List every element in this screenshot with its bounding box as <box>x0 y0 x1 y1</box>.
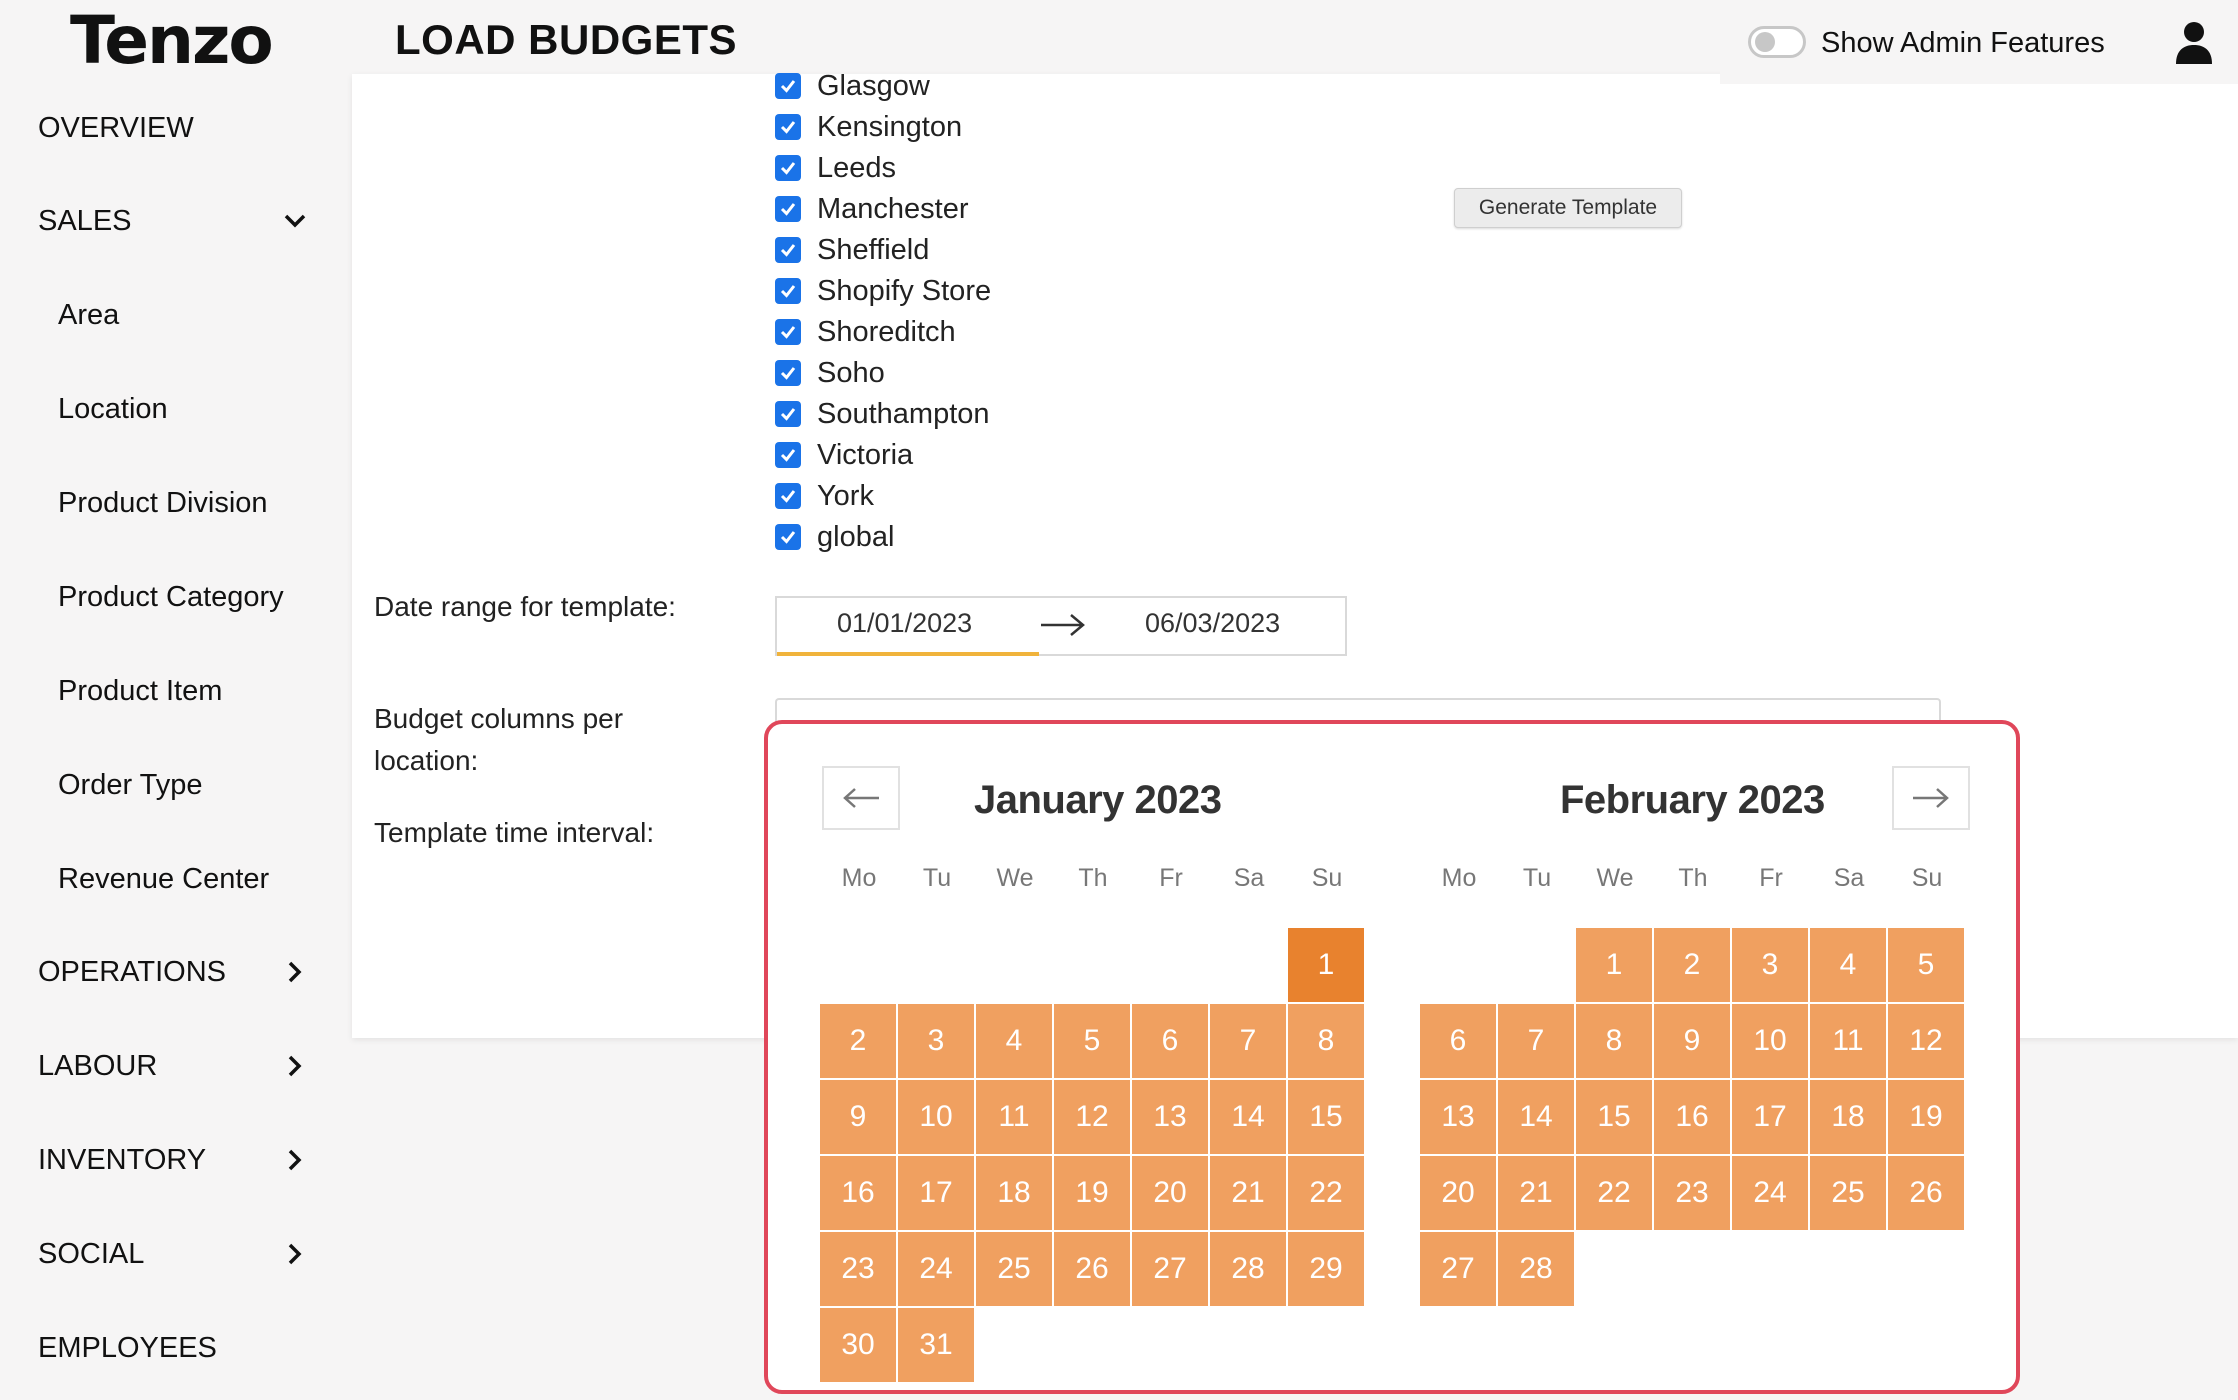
sidebar <box>0 0 352 1400</box>
calendar-day[interactable]: 12 <box>1054 1080 1130 1154</box>
date-range-label: Date range for template: <box>374 591 676 622</box>
checkbox-checked-icon[interactable] <box>775 360 801 386</box>
calendar-day[interactable]: 6 <box>1132 1004 1208 1078</box>
chevron-right-icon <box>282 1053 308 1079</box>
calendar-day[interactable]: 14 <box>1498 1080 1574 1154</box>
location-label: Manchester <box>817 192 969 225</box>
month-title: February 2023 <box>1560 778 1825 822</box>
calendar-day[interactable]: 4 <box>976 1004 1052 1078</box>
calendar-day[interactable]: 22 <box>1288 1156 1364 1230</box>
calendar-day[interactable]: 9 <box>820 1080 896 1154</box>
calendar-day[interactable]: 21 <box>1498 1156 1574 1230</box>
calendar-day[interactable]: 23 <box>820 1232 896 1306</box>
calendar-day[interactable]: 8 <box>1576 1004 1652 1078</box>
weekday-header: Sa <box>1833 864 1865 892</box>
sidebar-item-label: OVERVIEW <box>38 111 194 144</box>
sidebar-item-revenue-center[interactable] <box>58 849 328 909</box>
sidebar-item-label: Order Type <box>58 768 203 801</box>
calendar-day[interactable]: 30 <box>820 1308 896 1382</box>
calendar-day[interactable]: 4 <box>1810 928 1886 1002</box>
checkbox-checked-icon[interactable] <box>775 319 801 345</box>
calendar-day[interactable]: 19 <box>1888 1080 1964 1154</box>
location-label: Kensington <box>817 110 963 143</box>
weekday-header: Mo <box>1441 864 1477 892</box>
sidebar-item-label: SOCIAL <box>38 1237 145 1270</box>
calendar-day[interactable]: 24 <box>898 1232 974 1306</box>
calendar-day[interactable]: 2 <box>820 1004 896 1078</box>
location-checkbox-row[interactable] <box>775 476 874 516</box>
checkbox-checked-icon[interactable] <box>775 278 801 304</box>
location-checkbox-row[interactable] <box>775 271 991 311</box>
calendar-day[interactable]: 25 <box>976 1232 1052 1306</box>
sidebar-item-social[interactable] <box>38 1224 308 1284</box>
location-checkbox-row[interactable] <box>775 312 956 352</box>
date-end-input[interactable]: 06/03/2023 <box>1145 608 1281 638</box>
sidebar-item-label: Revenue Center <box>58 862 270 895</box>
calendar-day[interactable]: 20 <box>1132 1156 1208 1230</box>
sidebar-item-labour[interactable] <box>38 1036 308 1096</box>
admin-features-toggle[interactable] <box>1748 26 1806 58</box>
weekday-header: Fr <box>1759 864 1783 892</box>
sidebar-item-product-item[interactable] <box>58 661 328 721</box>
calendar-day[interactable]: 17 <box>898 1156 974 1230</box>
calendar-day[interactable]: 5 <box>1054 1004 1130 1078</box>
location-label: Soho <box>817 356 885 389</box>
weekday-header: Th <box>1678 864 1708 892</box>
calendar-day[interactable]: 14 <box>1210 1080 1286 1154</box>
calendar-day[interactable]: 27 <box>1132 1232 1208 1306</box>
calendar-day[interactable]: 24 <box>1732 1156 1808 1230</box>
calendar-day[interactable]: 5 <box>1888 928 1964 1002</box>
location-checkbox-row[interactable] <box>775 66 930 106</box>
sidebar-item-sales[interactable] <box>38 191 308 251</box>
calendar-day[interactable]: 8 <box>1288 1004 1364 1078</box>
toggle-knob <box>1755 32 1775 52</box>
sidebar-item-operations[interactable] <box>38 942 308 1002</box>
weekday-header: Th <box>1078 864 1108 892</box>
date-range-picker[interactable] <box>775 596 1347 656</box>
location-checkbox-row[interactable] <box>775 107 962 147</box>
page-title: LOAD BUDGETS <box>395 16 737 63</box>
sidebar-item-label: EMPLOYEES <box>38 1331 217 1364</box>
calendar-day[interactable]: 10 <box>1732 1004 1808 1078</box>
calendar-day[interactable]: 18 <box>1810 1080 1886 1154</box>
chevron-right-icon <box>282 959 308 985</box>
location-label: York <box>817 479 874 512</box>
prev-month-button[interactable] <box>822 766 900 830</box>
checkbox-checked-icon[interactable] <box>775 237 801 263</box>
location-label: Shopify Store <box>817 274 992 307</box>
calendar-day[interactable]: 11 <box>976 1080 1052 1154</box>
calendar-day[interactable]: 10 <box>898 1080 974 1154</box>
location-label: Shoreditch <box>817 315 956 348</box>
location-checkbox-row[interactable] <box>775 435 913 475</box>
calendar-day[interactable]: 22 <box>1576 1156 1652 1230</box>
calendar-day[interactable]: 18 <box>976 1156 1052 1230</box>
budget-columns-label <box>374 698 623 782</box>
weekday-header: We <box>1596 864 1634 892</box>
calendar-day[interactable]: 2 <box>1654 928 1730 1002</box>
sidebar-item-label: Area <box>58 298 120 331</box>
checkbox-checked-icon[interactable] <box>775 155 801 181</box>
sidebar-item-label: Product Item <box>58 674 223 707</box>
weekday-header: Fr <box>1159 864 1183 892</box>
chevron-down-icon <box>282 208 308 234</box>
calendar-day[interactable]: 26 <box>1054 1232 1130 1306</box>
sidebar-item-overview[interactable] <box>38 98 308 158</box>
arrow-right-icon <box>1911 787 1951 809</box>
checkbox-checked-icon[interactable] <box>775 442 801 468</box>
calendar-day[interactable]: 28 <box>1498 1232 1574 1306</box>
location-label: Southampton <box>817 397 990 430</box>
sidebar-item-order-type[interactable] <box>58 755 328 815</box>
calendar-day[interactable]: 29 <box>1288 1232 1364 1306</box>
weekday-header: Sa <box>1233 864 1265 892</box>
time-interval-label: Template time interval: <box>374 817 655 848</box>
sidebar-item-label: Location <box>58 392 168 425</box>
location-checkbox-row[interactable] <box>775 230 929 270</box>
calendar-day[interactable]: 26 <box>1888 1156 1964 1230</box>
calendar-day[interactable]: 7 <box>1210 1004 1286 1078</box>
user-icon[interactable] <box>2174 20 2214 64</box>
calendar-day[interactable]: 11 <box>1810 1004 1886 1078</box>
budget-columns-label-line2: location: <box>374 745 479 776</box>
sidebar-item-label: INVENTORY <box>38 1143 207 1176</box>
weekday-header: Su <box>1311 864 1343 892</box>
sidebar-item-label: Product Category <box>58 580 284 613</box>
calendar-day[interactable]: 3 <box>1732 928 1808 1002</box>
checkbox-checked-icon[interactable] <box>775 73 801 99</box>
calendar-day[interactable]: 17 <box>1732 1080 1808 1154</box>
budget-columns-label-line1: Budget columns per <box>374 703 624 734</box>
sidebar-item-inventory[interactable] <box>38 1130 308 1190</box>
calendar-day[interactable]: 16 <box>820 1156 896 1230</box>
checkbox-checked-icon[interactable] <box>775 524 801 550</box>
calendar-day[interactable]: 1 <box>1576 928 1652 1002</box>
calendar-day[interactable]: 12 <box>1888 1004 1964 1078</box>
calendar-day[interactable]: 13 <box>1420 1080 1496 1154</box>
calendar-day[interactable]: 27 <box>1420 1232 1496 1306</box>
calendar-day[interactable]: 7 <box>1498 1004 1574 1078</box>
arrow-right-icon <box>1039 612 1087 638</box>
location-checkbox-row[interactable] <box>775 353 885 393</box>
calendar-day[interactable]: 9 <box>1654 1004 1730 1078</box>
date-start-input[interactable]: 01/01/2023 <box>837 608 973 638</box>
calendar-day[interactable]: 23 <box>1654 1156 1730 1230</box>
weekday-header: Tu <box>1522 864 1552 892</box>
calendar-day[interactable]: 15 <box>1576 1080 1652 1154</box>
calendar-day[interactable]: 19 <box>1054 1156 1130 1230</box>
calendar-day[interactable]: 31 <box>898 1308 974 1382</box>
location-label: global <box>817 520 895 553</box>
month-title: January 2023 <box>974 778 1222 822</box>
checkbox-checked-icon[interactable] <box>775 401 801 427</box>
calendar-day[interactable]: 13 <box>1132 1080 1208 1154</box>
weekday-header: Mo <box>841 864 877 892</box>
sidebar-item-area[interactable] <box>58 285 328 345</box>
calendar-day[interactable]: 3 <box>898 1004 974 1078</box>
next-month-button[interactable] <box>1892 766 1970 830</box>
calendar-day[interactable]: 20 <box>1420 1156 1496 1230</box>
location-checkbox-row[interactable] <box>775 394 990 434</box>
date-range-calendar <box>764 720 2020 1394</box>
calendar-day[interactable]: 21 <box>1210 1156 1286 1230</box>
location-label: Leeds <box>817 151 897 184</box>
sidebar-item-label: LABOUR <box>38 1049 158 1082</box>
arrow-left-icon <box>841 787 881 809</box>
sidebar-item-product-category[interactable] <box>58 567 328 627</box>
weekday-header: Su <box>1911 864 1943 892</box>
sidebar-item-location[interactable] <box>58 379 328 439</box>
sidebar-item-label: OPERATIONS <box>38 955 226 988</box>
checkbox-checked-icon[interactable] <box>775 483 801 509</box>
checkbox-checked-icon[interactable] <box>775 114 801 140</box>
active-date-indicator <box>777 652 1039 656</box>
checkbox-checked-icon[interactable] <box>775 196 801 222</box>
sidebar-item-label: Product Division <box>58 486 268 519</box>
weekday-header: Tu <box>922 864 952 892</box>
calendar-day[interactable]: 25 <box>1810 1156 1886 1230</box>
location-label: Victoria <box>817 438 914 471</box>
weekday-header: We <box>996 864 1034 892</box>
calendar-day[interactable]: 1 <box>1288 928 1364 1002</box>
tenzo-logo[interactable] <box>70 1 272 79</box>
calendar-day[interactable]: 16 <box>1654 1080 1730 1154</box>
admin-features-label: Show Admin Features <box>1821 27 2105 59</box>
location-checkbox-row[interactable] <box>775 148 896 188</box>
calendar-day[interactable]: 15 <box>1288 1080 1364 1154</box>
chevron-right-icon <box>282 1147 308 1173</box>
location-label: Sheffield <box>817 233 930 266</box>
calendar-day[interactable]: 6 <box>1420 1004 1496 1078</box>
chevron-right-icon <box>282 1241 308 1267</box>
generate-template-button[interactable]: Generate Template <box>1454 188 1682 228</box>
location-label: Glasgow <box>817 69 930 102</box>
sidebar-item-employees[interactable] <box>38 1318 308 1378</box>
sidebar-item-product-division[interactable] <box>58 473 328 533</box>
location-checkbox-row[interactable] <box>775 189 969 229</box>
sidebar-item-label: SALES <box>38 204 132 237</box>
logo-text: Tenzo <box>70 1 272 79</box>
calendar-day[interactable]: 28 <box>1210 1232 1286 1306</box>
location-checkbox-row[interactable] <box>775 517 894 557</box>
